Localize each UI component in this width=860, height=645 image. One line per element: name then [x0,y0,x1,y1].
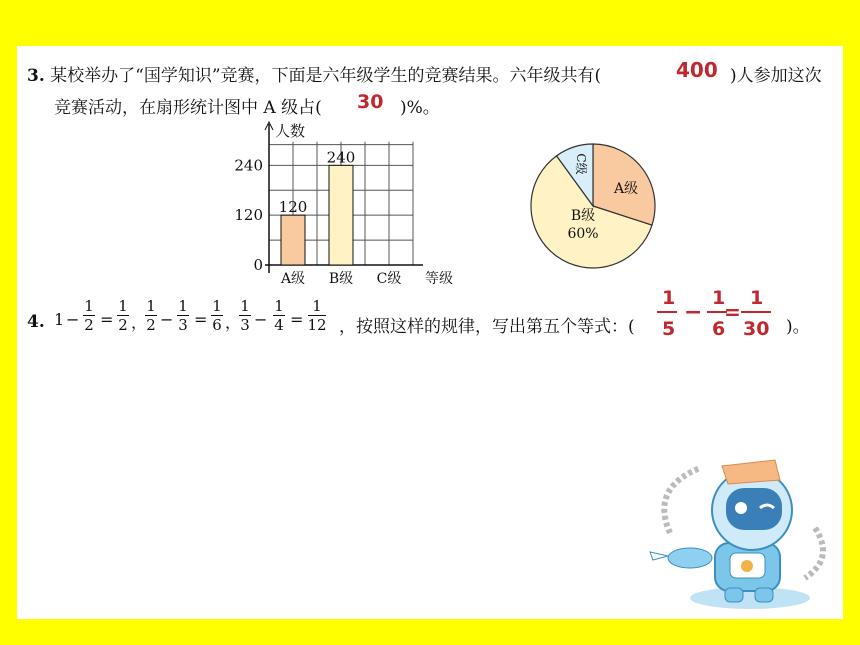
fraction [176,297,190,334]
q3-text-part2: )人参加这次 [730,66,822,86]
fraction [307,297,327,334]
minus-sign: − [66,310,80,329]
equals-sign: = [290,310,304,329]
q4-answer-equals: = [724,300,741,324]
fraction-denominator: 4 [274,316,284,334]
fraction [116,297,130,334]
q3-line1 [27,61,601,86]
q4-close: )。 [786,317,810,337]
q4-answer-bar1 [657,311,677,313]
fraction-numerator: 1 [146,297,156,315]
q4-text: ，按照这样的规律，写出第五个等式：( [339,317,635,337]
q4-answer-num2: 1 [712,287,726,309]
fraction-numerator: 1 [118,297,128,315]
fraction-denominator: 6 [212,316,222,334]
bar-chart [225,120,485,288]
x-tick-label: B级 [328,271,354,287]
q3-answer-percent: 30 [357,91,384,113]
q4-number: 4. [27,312,45,332]
fraction [210,297,224,334]
minus-sign: − [160,310,174,329]
equals-sign: = [100,310,114,329]
fraction-denominator: 3 [178,316,188,334]
fraction-numerator: 1 [212,297,222,315]
x-tick-label: A级 [280,271,306,287]
pie-label-c: C级 [574,153,588,175]
q4-answer-num3: 1 [750,287,764,309]
fraction [238,297,252,334]
q4-answer-num1: 1 [662,287,676,309]
q3-number: 3. [27,66,45,86]
fraction-numerator: 1 [84,297,94,315]
y-tick-label: 240 [234,156,263,175]
q3-line2-end: )%。 [400,98,440,118]
robot-mascot-illustration [630,448,840,613]
fraction-numerator: 1 [274,297,284,315]
q4-answer-minus: − [684,300,703,325]
fraction [272,297,286,334]
fraction [82,297,96,334]
q4-answer-den2: 6 [712,318,726,340]
fraction-denominator: 2 [146,316,156,334]
q3-answer-total: 400 [676,58,718,82]
x-axis-label: 等级 [425,271,453,287]
bar-data-label: 240 [326,148,356,167]
fraction-denominator: 2 [118,316,128,334]
q4-answer-den1: 5 [662,318,676,340]
fraction-numerator: 1 [178,297,188,315]
bar-1 [281,215,305,265]
pie-label-b-percent: 60% [567,226,599,242]
pie-chart [525,140,665,272]
q3-line2: 竞赛活动，在扇形统计图中 A 级占( [54,98,322,118]
y-tick-label: 120 [234,206,263,225]
pie-label-b: B级 [570,208,596,224]
equals-sign: = [194,310,208,329]
comma: ， [131,313,148,332]
fraction-numerator: 1 [240,297,250,315]
q3-text-part1: 某校举办了“国学知识”竞赛，下面是六年级学生的竞赛结果。六年级共有( [50,66,602,86]
comma: ， [225,313,242,332]
minus-sign: − [254,310,268,329]
q4-answer-bar3 [741,311,771,313]
bar-2 [329,165,353,265]
x-tick-label: C级 [376,271,402,287]
q4-answer-den3: 30 [743,318,770,340]
fraction [144,297,158,334]
fraction-denominator: 2 [84,316,94,334]
y-tick-label: 0 [253,256,263,274]
bar-data-label: 120 [278,198,308,217]
fraction-denominator: 3 [240,316,250,334]
pie-label-a: A级 [613,181,639,197]
fraction-numerator: 1 [312,297,322,315]
fraction-denominator: 12 [307,316,327,334]
y-axis-label: 人数 [275,122,306,140]
integer-one: 1 [54,310,65,329]
